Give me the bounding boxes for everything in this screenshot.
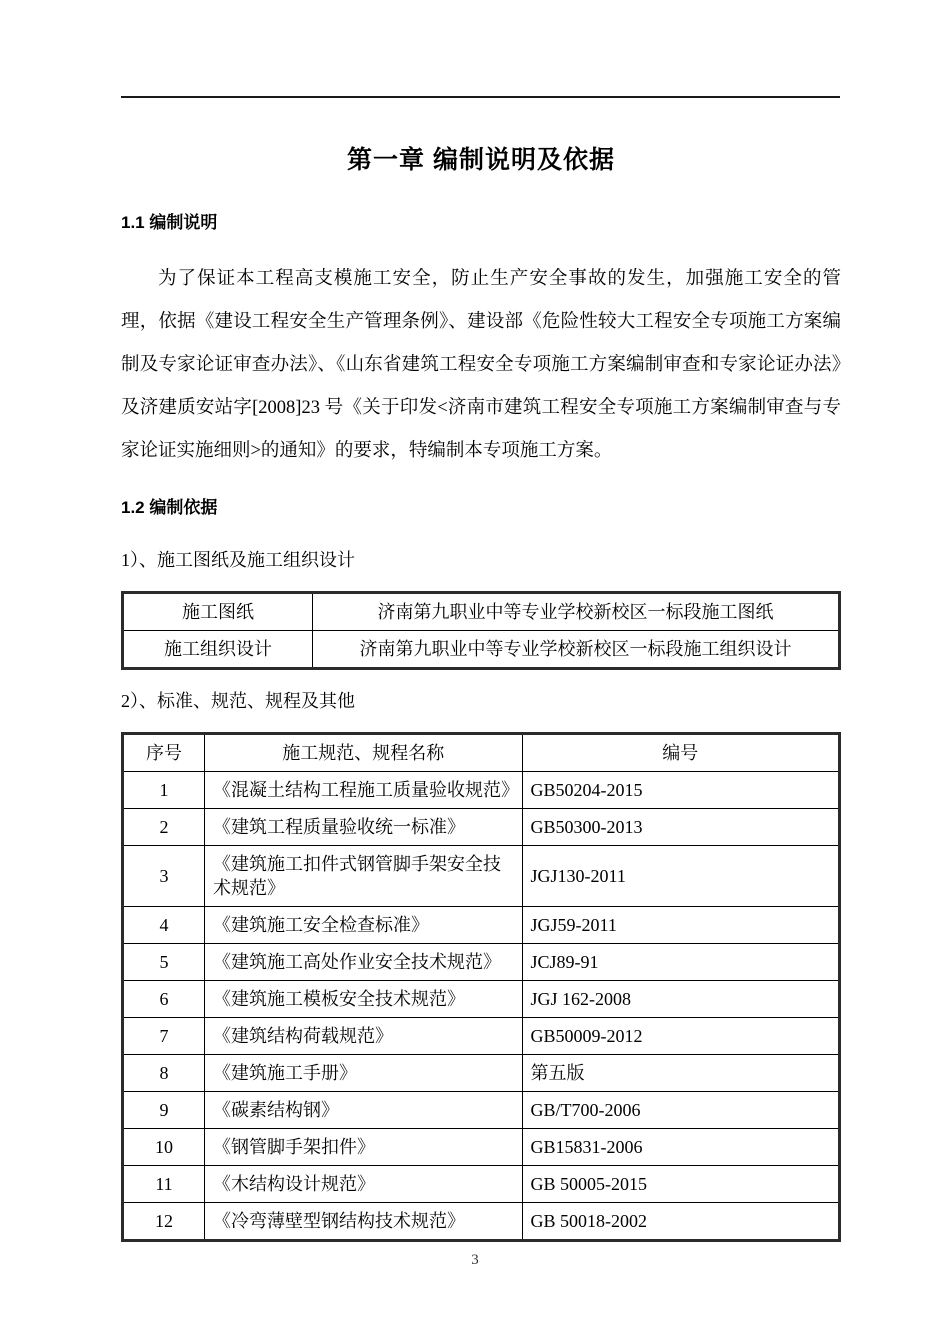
row-no: 11 <box>123 1166 205 1203</box>
row-code: JCJ89-91 <box>522 944 840 981</box>
spacer <box>121 670 841 684</box>
table-row <box>123 772 840 809</box>
row-code: GB50009-2012 <box>522 1018 840 1055</box>
table-row <box>123 631 840 669</box>
section-heading-1-2: 1.2 编制依据 <box>121 498 218 517</box>
section-1-1-paragraph: 为了保证本工程高支模施工安全，防止生产安全事故的发生，加强施工安全的管理，依据《建设工程安全生产管理条例》、建设部《危险性较大工程安全专项施工方案编制及专家论证审查办法》、《山东省建筑工程安全专项施工方案编制审查和专家论证办法》及济建质安站字[2008]23 号《关于印发<济南市建筑工程安全专项施工方案编制审查与专家论证实施细则>的通知》的要求，特编制本专项施工方案。 <box>121 269 841 461</box>
spacer <box>121 577 841 591</box>
row-name: 《建筑施工安全检查标准》 <box>205 907 523 944</box>
table-row <box>123 1203 840 1241</box>
row-name: 《建筑施工高处作业安全技术规范》 <box>205 944 523 981</box>
row-no: 1 <box>123 772 205 809</box>
drawings-row-value: 济南第九职业中等专业学校新校区一标段施工图纸 <box>313 593 840 631</box>
row-name: 《建筑施工模板安全技术规范》 <box>205 981 523 1018</box>
table-row <box>123 1055 840 1092</box>
row-name: 《建筑结构荷载规范》 <box>205 1018 523 1055</box>
table-row <box>123 1092 840 1129</box>
header-divider <box>121 96 840 98</box>
table-header-row <box>123 734 840 772</box>
section-heading-1-1: 1.1 编制说明 <box>121 213 218 232</box>
page-number: 3 <box>471 1252 479 1268</box>
row-name: 《钢管脚手架扣件》 <box>205 1129 523 1166</box>
row-name: 《建筑工程质量验收统一标准》 <box>205 809 523 846</box>
table-row <box>123 1018 840 1055</box>
page-title: 第一章 编制说明及依据 <box>347 146 615 174</box>
row-no: 5 <box>123 944 205 981</box>
row-code: GB15831-2006 <box>522 1129 840 1166</box>
column-header-code: 编号 <box>522 734 840 772</box>
list-item-2: 2）、标准、规范、规程及其他 <box>121 691 355 711</box>
row-name: 《混凝土结构工程施工质量验收规范》 <box>205 772 523 809</box>
standards-table <box>121 732 841 1242</box>
column-header-name: 施工规范、规程名称 <box>205 734 523 772</box>
table-row <box>123 593 840 631</box>
drawings-table <box>121 591 841 670</box>
spacer <box>121 473 841 495</box>
row-no: 2 <box>123 809 205 846</box>
table-row <box>123 981 840 1018</box>
list-item-1: 1）、施工图纸及施工组织设计 <box>121 550 355 570</box>
row-no: 6 <box>123 981 205 1018</box>
spacer <box>121 718 841 732</box>
table-row <box>123 846 840 907</box>
column-header-no: 序号 <box>123 734 205 772</box>
row-code: JGJ59-2011 <box>522 907 840 944</box>
row-no: 8 <box>123 1055 205 1092</box>
row-no: 10 <box>123 1129 205 1166</box>
row-code: 第五版 <box>522 1055 840 1092</box>
page-content <box>121 140 841 1242</box>
row-code: GB/T700-2006 <box>522 1092 840 1129</box>
row-no: 9 <box>123 1092 205 1129</box>
row-no: 7 <box>123 1018 205 1055</box>
row-name: 《碳素结构钢》 <box>205 1092 523 1129</box>
table-row <box>123 907 840 944</box>
spacer <box>121 521 841 543</box>
row-code: JGJ130-2011 <box>522 846 840 907</box>
row-name: 《建筑施工手册》 <box>205 1055 523 1092</box>
row-code: GB 50018-2002 <box>522 1203 840 1241</box>
table-row <box>123 1129 840 1166</box>
drawings-row-label: 施工图纸 <box>123 593 313 631</box>
row-code: GB 50005-2015 <box>522 1166 840 1203</box>
row-code: JGJ 162-2008 <box>522 981 840 1018</box>
table-row <box>123 944 840 981</box>
table-row <box>123 809 840 846</box>
spacer <box>121 236 841 258</box>
row-name: 《建筑施工扣件式钢管脚手架安全技术规范》 <box>205 846 523 907</box>
row-name: 《冷弯薄壁型钢结构技术规范》 <box>205 1203 523 1241</box>
row-no: 4 <box>123 907 205 944</box>
row-name: 《木结构设计规范》 <box>205 1166 523 1203</box>
table-row <box>123 1166 840 1203</box>
row-code: GB50204-2015 <box>522 772 840 809</box>
row-no: 12 <box>123 1203 205 1241</box>
row-no: 3 <box>123 846 205 907</box>
drawings-row-value: 济南第九职业中等专业学校新校区一标段施工组织设计 <box>313 631 840 669</box>
drawings-row-label: 施工组织设计 <box>123 631 313 669</box>
row-code: GB50300-2013 <box>522 809 840 846</box>
spacer <box>121 180 841 210</box>
